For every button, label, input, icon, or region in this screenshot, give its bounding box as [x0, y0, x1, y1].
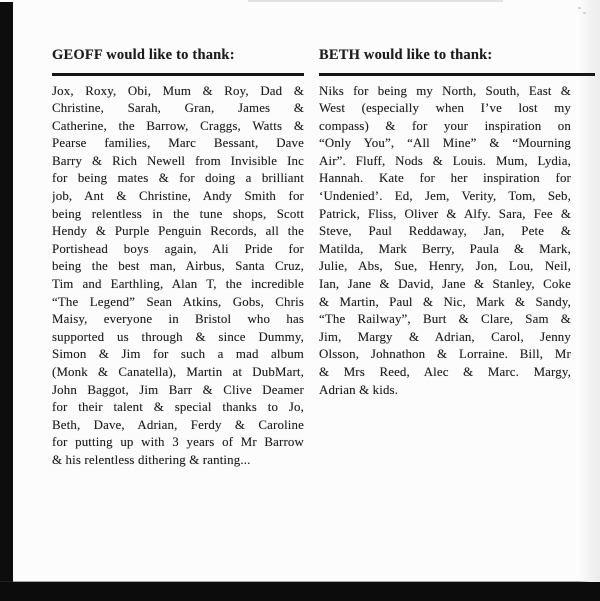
beth-header-rule	[319, 73, 595, 76]
geoff-column-header: GEOFF would like to thank:	[52, 47, 235, 63]
text-line: supported us through & since Dummy,	[52, 329, 304, 344]
scan-artifact-line	[248, 0, 503, 2]
text-line: Matilda, Mark Berry, Paula & Mark,	[319, 241, 571, 256]
text-line: ‘Undenied’. Ed, Jem, Verity, Tom, Seb,	[319, 189, 571, 204]
text-line: Tim and Earthling, Alan T, the incredible	[52, 277, 304, 292]
beth-thanks-text	[319, 83, 571, 400]
text-line: “The Railway”, Burt & Clare, Sam &	[319, 312, 571, 327]
text-line: Olsson, Johnathon & Lorraine. Bill, Mr	[319, 347, 571, 362]
text-line: & Martin, Paul & Nic, Mark & Sandy,	[319, 294, 571, 309]
text-line: Portishead boys again, Ali Pride for	[52, 241, 304, 256]
geoff-header-rule	[52, 73, 304, 76]
text-line: being relentless in the tune shops, Scott	[52, 206, 304, 221]
text-line: West (especially when I’ve lost my	[319, 101, 571, 116]
text-line: Simon & Jim for such a mad album	[52, 347, 304, 362]
scan-speck	[578, 7, 581, 9]
column-geoff-thanks	[52, 46, 304, 470]
text-line: Jox, Roxy, Obi, Mum & Roy, Dad &	[52, 83, 304, 98]
text-line: & Mrs Reed, Alec & Marc. Margy,	[319, 365, 571, 379]
text-line: being the best man, Airbus, Santa Cruz,	[52, 259, 304, 274]
text-line: Adrian & kids.	[319, 382, 399, 397]
text-line: “The Legend” Sean Atkins, Gobs, Chris	[52, 294, 304, 309]
text-line: Ian, Jane & David, Jane & Stanley, Coke	[319, 277, 571, 292]
text-line: (Monk & Canatella), Martin at DubMart,	[52, 365, 304, 379]
text-line: Air”. Fluff, Nods & Louis. Mum, Lydia,	[319, 153, 571, 168]
page-edge-shadow	[578, 0, 600, 582]
text-line: compass) & for your inspiration on	[319, 118, 571, 133]
text-line: Julie, Abs, Sue, Henry, Jon, Lou, Neil,	[319, 259, 571, 274]
geoff-thanks-text	[52, 83, 304, 470]
text-line: Patrick, Fliss, Oliver & Alfy. Sara, Fee &	[319, 206, 571, 221]
text-line: for putting up with 3 years of Mr Barrow	[52, 435, 304, 450]
text-line: Steve, Paul Reddaway, Jan, Pete &	[319, 224, 571, 239]
text-line: John Baggot, Jim Barr & Clive Deamer	[52, 382, 304, 397]
text-line: for their talent & special thanks to Jo,	[52, 400, 304, 415]
scan-speck	[583, 12, 586, 14]
text-line: Maisy, everyone in Bristol who has	[52, 312, 304, 327]
text-line: Christine, Sarah, Gran, James &	[52, 101, 304, 116]
text-line: Jim, Margy & Adrian, Carol, Jenny	[319, 329, 571, 344]
scan-border-left	[0, 2, 13, 601]
text-line: Catherine, the Barrow, Craggs, Watts &	[52, 118, 304, 133]
text-line: Hendy & Purple Penguin Records, all the	[52, 224, 304, 239]
text-line: & his relentless dithering & ranting...	[52, 452, 251, 467]
text-line: Beth, Dave, Adrian, Ferdy & Caroline	[52, 417, 304, 432]
text-line: for being mates & for doing a brilliant	[52, 171, 304, 186]
text-line: Hannah. Kate for her inspiration for	[319, 171, 571, 186]
text-line: Niks for being my North, South, East &	[319, 83, 571, 98]
column-beth-thanks	[319, 46, 571, 399]
text-line: “Only You”, “All Mine” & “Mourning	[319, 136, 571, 151]
scan-border-bottom	[0, 582, 600, 601]
text-line: job, Ant & Christine, Andy Smith for	[52, 189, 304, 204]
beth-column-header: BETH would like to thank:	[319, 47, 493, 63]
text-line: Pearse families, Marc Bessant, Dave	[52, 136, 304, 151]
text-line: Barry & Rich Newell from Invisible Inc	[52, 153, 304, 168]
